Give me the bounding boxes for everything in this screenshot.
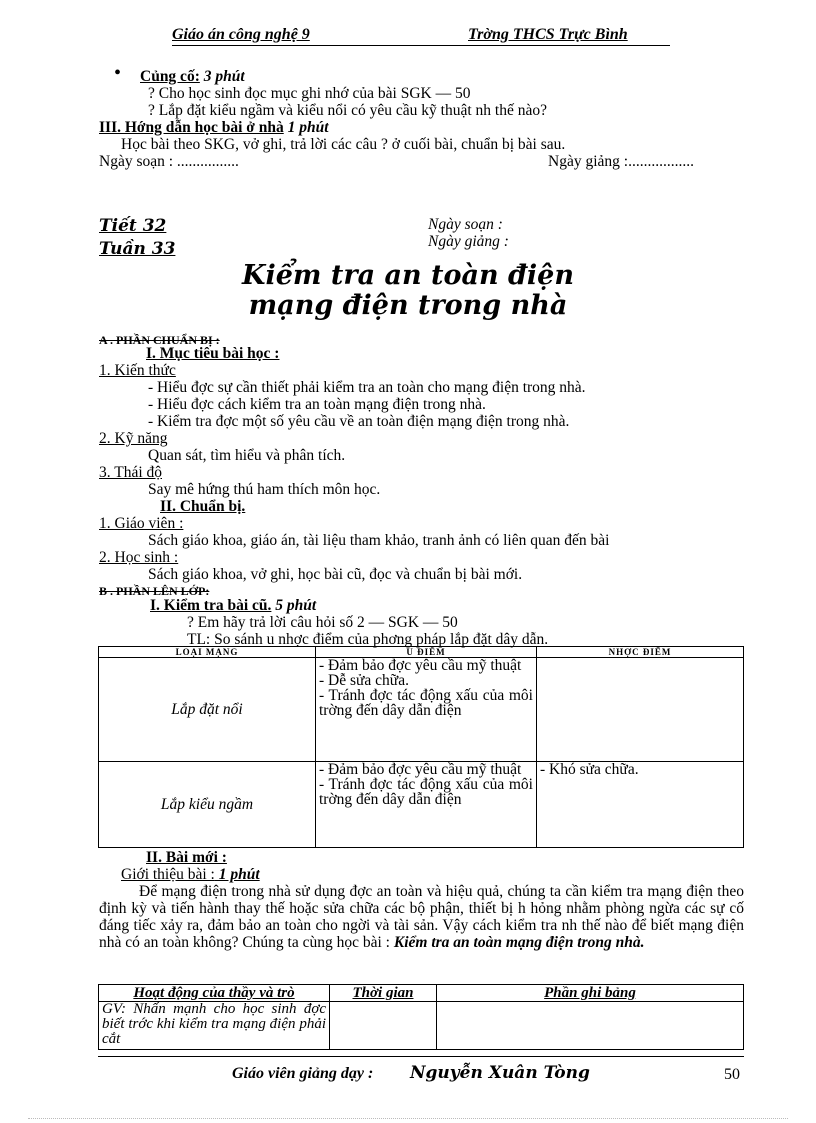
chuanbi-heading: II. Chuẩn bị. <box>160 498 246 515</box>
giaovien-text: Sách giáo khoa, giáo án, tài liệu tham khảo, tranh ảnh có liên quan đến bài <box>148 532 610 549</box>
kynang-text: Quan sát, tìm hiểu và phân tích. <box>148 447 346 464</box>
activity-table-header-row <box>99 985 744 1002</box>
bai-moi-heading: II. Bài mới : <box>146 849 227 866</box>
lesson-ngay-soan: Ngày soạn : <box>428 216 503 233</box>
cungco-heading: Củng cố: 3 phút <box>140 68 245 85</box>
activity-header-activities: Hoạt động của thầy và trò <box>99 985 330 1002</box>
activity-time-cell <box>330 1002 437 1050</box>
lesson-title-line-1: Kiểm tra an toàn điện <box>242 260 574 291</box>
compare-header-advantages: U ĐIỂM <box>316 647 537 658</box>
compare-row <box>99 762 744 848</box>
part-a-heading: A . PHẦN CHUẨN BỊ : <box>99 333 220 347</box>
kynang-heading: 2. Kỹ năng <box>99 430 168 447</box>
activity-row <box>99 1002 744 1050</box>
header-underline <box>172 45 670 46</box>
page-bottom-edge <box>28 1118 788 1119</box>
activity-cell: GV: Nhấn mạnh cho học sinh đợc biết trớc khi kiểm tra mạng điện phải cắt <box>99 1002 330 1050</box>
ngay-giang-top: Ngày giảng :................. <box>548 153 694 170</box>
compare-type-cell: Lắp kiểu ngầm <box>99 762 316 848</box>
compare-header-type: LOẠI MẠNG <box>99 647 316 658</box>
header-left: Giáo án công nghệ 9 <box>172 26 310 43</box>
compare-advantages-cell: - Đảm bảo đợc yêu cầu mỹ thuật - Tránh đợc tác động xấu của môi trờng đến dây dẫn điện <box>316 762 537 848</box>
compare-row <box>99 658 744 762</box>
kienthuc-item-1: - Hiểu đợc sự cần thiết phải kiểm tra an toàn cho mạng điện trong nhà. <box>148 379 586 396</box>
giaovien-heading: 1. Giáo viên : <box>99 515 184 532</box>
footer-rule <box>98 1056 744 1057</box>
muctieu-heading: I. Mục tiêu bài học : <box>146 345 280 362</box>
huongdan-heading: III. Hớng dẫn học bài ở nhà 1 phút <box>99 119 329 136</box>
compare-table <box>98 646 744 848</box>
compare-advantages-cell: - Đảm bảo đợc yêu cầu mỹ thuật - Dễ sửa chữa. - Tránh đợc tác động xấu của môi trờng đến dây dẫn điện <box>316 658 537 762</box>
footer-teacher-name: Nguyễn Xuân Tòng <box>410 1063 590 1083</box>
activity-board-cell <box>437 1002 744 1050</box>
tiet-label: Tiết 32 <box>99 216 167 236</box>
kienthuc-item-3: - Kiểm tra đợc một số yêu cầu về an toàn điện mạng điện trong nhà. <box>148 413 570 430</box>
thaido-text: Say mê hứng thú ham thích môn học. <box>148 481 381 498</box>
compare-disadvantages-cell: - Khó sửa chữa. <box>537 762 744 848</box>
activity-table <box>98 984 744 1050</box>
footer-page-number: 50 <box>724 1066 740 1083</box>
compare-header-disadvantages: NHỢC ĐIỂM <box>537 647 744 658</box>
bullet-icon: • <box>114 62 122 84</box>
kiemtra-answer: TL: So sánh u nhợc điểm của phơng pháp lắp đặt dây dẫn. <box>187 631 549 648</box>
cungco-line-1: ? Cho học sinh đọc mục ghi nhớ của bài SGK — 50 <box>148 85 471 102</box>
part-b-heading: B . PHẦN LÊN LỚP: <box>99 584 210 598</box>
compare-disadvantages-cell <box>537 658 744 762</box>
kienthuc-item-2: - Hiểu đợc cách kiểm tra an toàn mạng điện trong nhà. <box>148 396 486 413</box>
activity-header-board: Phần ghi bảng <box>437 985 744 1002</box>
activity-header-time: Thời gian <box>330 985 437 1002</box>
huongdan-line: Học bài theo SKG, vở ghi, trả lời các câu ? ở cuối bài, chuẩn bị bài sau. <box>121 136 566 153</box>
kiemtra-heading: I. Kiểm tra bài cũ. 5 phút <box>150 597 317 614</box>
intro-paragraph: Để mạng điện trong nhà sử dụng đợc an toàn và hiệu quả, chúng ta cần kiểm tra mạng điện theo định kỳ và tiến hành thay thế hoặc sửa chữa các bộ phận, thiết bị h hỏng nhằm phòng ngừa các sự cố đáng tiếc xảy ra, đảm bảo an toàn cho ngời và tài sản. Vậy cách kiểm tra nh thế nào để biết mạng điện nhà có an toàn không? Chúng ta cùng học bài : Kiểm tra an toàn mạng điện trong nhà. <box>99 883 744 951</box>
tuan-label: Tuần 33 <box>99 239 176 259</box>
lesson-title-line-2: mạng điện trong nhà <box>248 290 568 321</box>
gioithieu-heading: Giới thiệu bài : 1 phút <box>121 866 260 883</box>
lesson-ngay-giang: Ngày giảng : <box>428 233 509 250</box>
kienthuc-heading: 1. Kiến thức <box>99 362 176 379</box>
ngay-soan-top: Ngày soạn : ................ <box>99 153 239 170</box>
footer-teacher-label: Giáo viên giảng dạy : <box>232 1065 374 1082</box>
thaido-heading: 3. Thái độ <box>99 464 162 481</box>
kiemtra-question: ? Em hãy trả lời câu hỏi số 2 — SGK — 50 <box>187 614 458 631</box>
compare-type-cell: Lắp đặt nổi <box>99 658 316 762</box>
compare-table-header-row <box>99 647 744 658</box>
hocsinh-text: Sách giáo khoa, vở ghi, học bài cũ, đọc và chuẩn bị bài mới. <box>148 566 523 583</box>
cungco-line-2: ? Lắp đặt kiểu ngầm và kiểu nổi có yêu cầu kỹ thuật nh thế nào? <box>148 102 547 119</box>
header-right: Trờng THCS Trực Bình <box>468 26 628 43</box>
hocsinh-heading: 2. Học sinh : <box>99 549 179 566</box>
